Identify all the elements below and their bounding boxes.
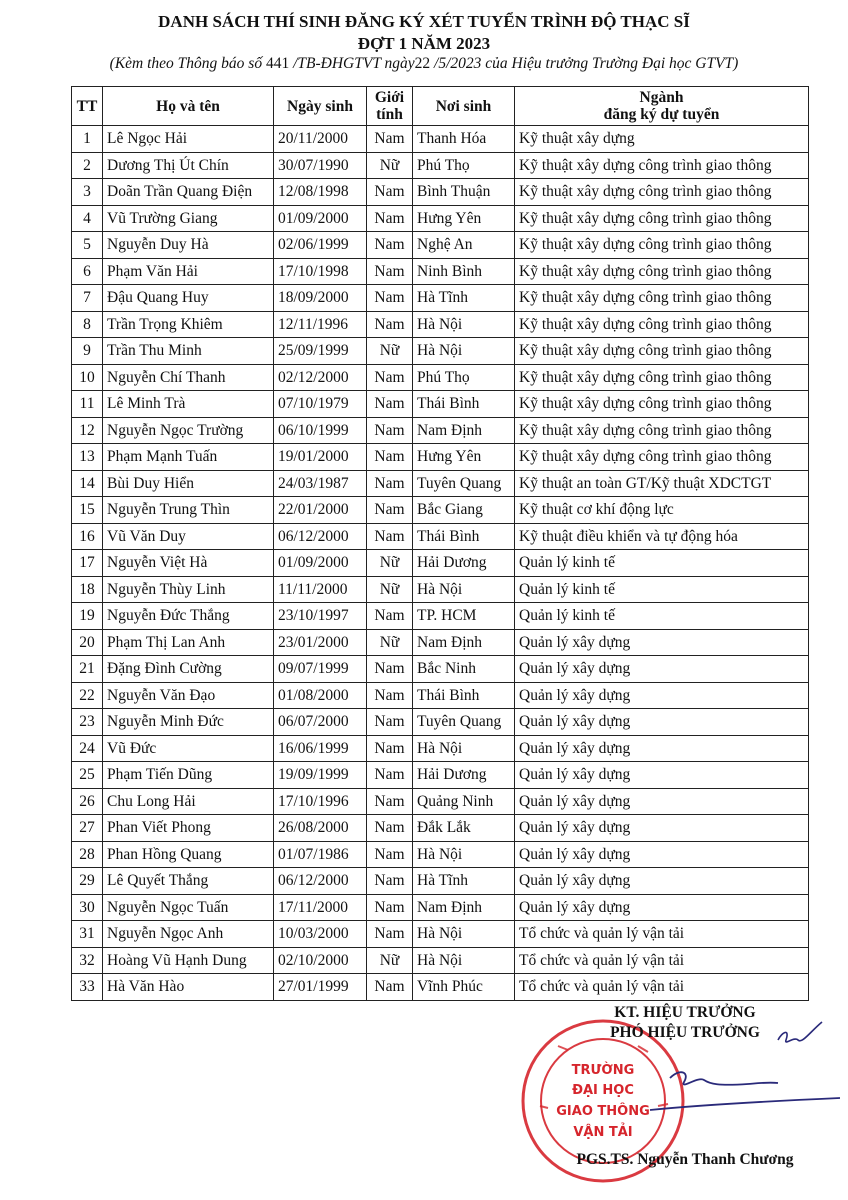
- cell-name: Nguyễn Văn Đạo: [103, 682, 274, 709]
- cell-birthplace: Bình Thuận: [413, 179, 515, 206]
- cell-major: Quản lý kinh tế: [515, 550, 809, 577]
- table-body: [72, 126, 809, 1001]
- table-row: [72, 126, 809, 153]
- cell-major: Quản lý xây dựng: [515, 815, 809, 842]
- table-row: [72, 841, 809, 868]
- col-header-tt: TT: [72, 87, 103, 126]
- seal-line2: ĐẠI HỌC: [572, 1083, 634, 1098]
- signature-title-line1: KT. HIỆU TRƯỞNG: [614, 1004, 756, 1021]
- cell-dob: 25/09/1999: [274, 338, 367, 365]
- cell-dob: 06/10/1999: [274, 417, 367, 444]
- cell-name: Trần Thu Minh: [103, 338, 274, 365]
- cell-name: Vũ Văn Duy: [103, 523, 274, 550]
- cell-dob: 01/09/2000: [274, 205, 367, 232]
- signature-title-line2: PHÓ HIỆU TRƯỞNG: [610, 1024, 760, 1041]
- cell-major: Kỹ thuật xây dựng công trình giao thông: [515, 179, 809, 206]
- cell-tt: 15: [72, 497, 103, 524]
- col-header-gender-line1: Giới: [374, 89, 405, 106]
- cell-birthplace: TP. HCM: [413, 603, 515, 630]
- cell-dob: 09/07/1999: [274, 656, 367, 683]
- cell-gender: Nam: [367, 974, 413, 1001]
- cell-major: Kỹ thuật xây dựng công trình giao thông: [515, 391, 809, 418]
- cell-birthplace: Hà Nội: [413, 841, 515, 868]
- cell-major: Tổ chức và quản lý vận tải: [515, 921, 809, 948]
- cell-birthplace: Hải Dương: [413, 762, 515, 789]
- cell-major: Kỹ thuật xây dựng công trình giao thông: [515, 232, 809, 259]
- table-row: [72, 656, 809, 683]
- cell-name: Phan Viết Phong: [103, 815, 274, 842]
- cell-major: Kỹ thuật an toàn GT/Kỹ thuật XDCTGT: [515, 470, 809, 497]
- cell-name: Nguyễn Chí Thanh: [103, 364, 274, 391]
- cell-major: Quản lý xây dựng: [515, 894, 809, 921]
- cell-name: Lê Minh Trà: [103, 391, 274, 418]
- cell-dob: 16/06/1999: [274, 735, 367, 762]
- cell-birthplace: Hải Dương: [413, 550, 515, 577]
- cell-gender: Nam: [367, 232, 413, 259]
- cell-name: Nguyễn Ngọc Tuấn: [103, 894, 274, 921]
- cell-birthplace: Thái Bình: [413, 523, 515, 550]
- cell-tt: 10: [72, 364, 103, 391]
- cell-birthplace: Hà Nội: [413, 947, 515, 974]
- cell-gender: Nam: [367, 417, 413, 444]
- cell-tt: 4: [72, 205, 103, 232]
- cell-gender: Nữ: [367, 338, 413, 365]
- table-header-row: [72, 87, 809, 126]
- cell-major: Kỹ thuật xây dựng công trình giao thông: [515, 258, 809, 285]
- cell-birthplace: Hà Nội: [413, 338, 515, 365]
- table-row: [72, 497, 809, 524]
- cell-major: Quản lý xây dựng: [515, 682, 809, 709]
- cell-dob: 30/07/1990: [274, 152, 367, 179]
- cell-dob: 02/10/2000: [274, 947, 367, 974]
- cell-gender: Nam: [367, 921, 413, 948]
- cell-tt: 3: [72, 179, 103, 206]
- cell-gender: Nam: [367, 364, 413, 391]
- cell-birthplace: Thanh Hóa: [413, 126, 515, 153]
- cell-tt: 25: [72, 762, 103, 789]
- cell-major: Quản lý xây dựng: [515, 788, 809, 815]
- cell-birthplace: Nam Định: [413, 894, 515, 921]
- cell-major: Kỹ thuật xây dựng công trình giao thông: [515, 152, 809, 179]
- cell-tt: 6: [72, 258, 103, 285]
- cell-tt: 11: [72, 391, 103, 418]
- cell-gender: Nữ: [367, 947, 413, 974]
- cell-gender: Nam: [367, 682, 413, 709]
- cell-birthplace: Hưng Yên: [413, 444, 515, 471]
- cell-birthplace: Tuyên Quang: [413, 709, 515, 736]
- cell-tt: 12: [72, 417, 103, 444]
- cell-dob: 10/03/2000: [274, 921, 367, 948]
- table-row: [72, 735, 809, 762]
- cell-tt: 19: [72, 603, 103, 630]
- table-row: [72, 338, 809, 365]
- table-row: [72, 152, 809, 179]
- cell-dob: 23/10/1997: [274, 603, 367, 630]
- cell-gender: Nam: [367, 894, 413, 921]
- cell-gender: Nữ: [367, 550, 413, 577]
- cell-gender: Nam: [367, 656, 413, 683]
- cell-dob: 07/10/1979: [274, 391, 367, 418]
- cell-dob: 19/09/1999: [274, 762, 367, 789]
- cell-tt: 5: [72, 232, 103, 259]
- cell-tt: 2: [72, 152, 103, 179]
- cell-name: Nguyễn Đức Thắng: [103, 603, 274, 630]
- cell-name: Nguyễn Thùy Linh: [103, 576, 274, 603]
- cell-name: Nguyễn Duy Hà: [103, 232, 274, 259]
- cell-major: Kỹ thuật xây dựng công trình giao thông: [515, 364, 809, 391]
- cell-dob: 01/07/1986: [274, 841, 367, 868]
- cell-dob: 18/09/2000: [274, 285, 367, 312]
- col-header-dob: Ngày sinh: [274, 87, 367, 126]
- cell-dob: 06/12/2000: [274, 868, 367, 895]
- cell-major: Quản lý xây dựng: [515, 709, 809, 736]
- cell-tt: 14: [72, 470, 103, 497]
- cell-major: Quản lý xây dựng: [515, 629, 809, 656]
- reference-prefix: (Kèm theo Thông báo số: [109, 55, 263, 72]
- cell-gender: Nam: [367, 179, 413, 206]
- cell-name: Phạm Tiến Dũng: [103, 762, 274, 789]
- cell-birthplace: Hà Nội: [413, 311, 515, 338]
- cell-name: Trần Trọng Khiêm: [103, 311, 274, 338]
- cell-gender: Nữ: [367, 576, 413, 603]
- document-reference: [0, 55, 848, 73]
- cell-tt: 7: [72, 285, 103, 312]
- cell-major: Kỹ thuật điều khiển và tự động hóa: [515, 523, 809, 550]
- cell-major: Kỹ thuật xây dựng công trình giao thông: [515, 205, 809, 232]
- cell-birthplace: Hà Tĩnh: [413, 285, 515, 312]
- cell-name: Chu Long Hải: [103, 788, 274, 815]
- cell-dob: 20/11/2000: [274, 126, 367, 153]
- cell-birthplace: Thái Bình: [413, 391, 515, 418]
- cell-major: Kỹ thuật xây dựng công trình giao thông: [515, 444, 809, 471]
- cell-major: Quản lý xây dựng: [515, 656, 809, 683]
- cell-birthplace: Quảng Ninh: [413, 788, 515, 815]
- cell-name: Vũ Đức: [103, 735, 274, 762]
- cell-birthplace: Vĩnh Phúc: [413, 974, 515, 1001]
- cell-tt: 32: [72, 947, 103, 974]
- cell-name: Nguyễn Ngọc Anh: [103, 921, 274, 948]
- cell-gender: Nam: [367, 311, 413, 338]
- cell-major: Quản lý kinh tế: [515, 576, 809, 603]
- table-row: [72, 974, 809, 1001]
- cell-tt: 30: [72, 894, 103, 921]
- cell-name: Nguyễn Minh Đức: [103, 709, 274, 736]
- table-row: [72, 364, 809, 391]
- table-row: [72, 894, 809, 921]
- cell-major: Tổ chức và quản lý vận tải: [515, 974, 809, 1001]
- cell-birthplace: Phú Thọ: [413, 364, 515, 391]
- cell-birthplace: Bắc Giang: [413, 497, 515, 524]
- cell-major: Kỹ thuật cơ khí động lực: [515, 497, 809, 524]
- cell-birthplace: Hà Nội: [413, 921, 515, 948]
- table-row: [72, 762, 809, 789]
- cell-tt: 8: [72, 311, 103, 338]
- cell-name: Phạm Thị Lan Anh: [103, 629, 274, 656]
- cell-gender: Nữ: [367, 629, 413, 656]
- cell-tt: 27: [72, 815, 103, 842]
- cell-birthplace: Nghệ An: [413, 232, 515, 259]
- signer-name: PGS.TS. Nguyễn Thanh Chương: [576, 1151, 794, 1168]
- table-row: [72, 682, 809, 709]
- cell-birthplace: Tuyên Quang: [413, 470, 515, 497]
- cell-dob: 17/11/2000: [274, 894, 367, 921]
- table-row: [72, 391, 809, 418]
- cell-dob: 17/10/1998: [274, 258, 367, 285]
- cell-major: Quản lý kinh tế: [515, 603, 809, 630]
- cell-tt: 17: [72, 550, 103, 577]
- cell-name: Nguyễn Ngọc Trường: [103, 417, 274, 444]
- cell-name: Phạm Văn Hải: [103, 258, 274, 285]
- cell-tt: 22: [72, 682, 103, 709]
- cell-dob: 23/01/2000: [274, 629, 367, 656]
- cell-gender: Nam: [367, 841, 413, 868]
- reference-day: 22: [414, 55, 431, 72]
- cell-birthplace: Đắk Lắk: [413, 815, 515, 842]
- cell-dob: 02/06/1999: [274, 232, 367, 259]
- cell-tt: 9: [72, 338, 103, 365]
- cell-name: Đậu Quang Huy: [103, 285, 274, 312]
- cell-gender: Nam: [367, 285, 413, 312]
- table-row: [72, 947, 809, 974]
- cell-gender: Nam: [367, 391, 413, 418]
- cell-gender: Nam: [367, 444, 413, 471]
- cell-tt: 16: [72, 523, 103, 550]
- table-row: [72, 523, 809, 550]
- cell-major: Quản lý xây dựng: [515, 762, 809, 789]
- cell-dob: 17/10/1996: [274, 788, 367, 815]
- table-row: [72, 205, 809, 232]
- cell-tt: 1: [72, 126, 103, 153]
- document-subtitle-round: ĐỢT 1 NĂM 2023: [357, 34, 491, 53]
- cell-tt: 29: [72, 868, 103, 895]
- cell-gender: Nam: [367, 205, 413, 232]
- cell-gender: Nam: [367, 815, 413, 842]
- cell-tt: 33: [72, 974, 103, 1001]
- table-row: [72, 815, 809, 842]
- cell-major: Kỹ thuật xây dựng công trình giao thông: [515, 311, 809, 338]
- cell-dob: 24/03/1987: [274, 470, 367, 497]
- table-row: [72, 444, 809, 471]
- cell-name: Hà Văn Hào: [103, 974, 274, 1001]
- table-row: [72, 470, 809, 497]
- cell-gender: Nam: [367, 258, 413, 285]
- cell-dob: 19/01/2000: [274, 444, 367, 471]
- cell-birthplace: Hà Nội: [413, 576, 515, 603]
- cell-dob: 01/09/2000: [274, 550, 367, 577]
- cell-gender: Nam: [367, 735, 413, 762]
- cell-dob: 02/12/2000: [274, 364, 367, 391]
- cell-major: Kỹ thuật xây dựng công trình giao thông: [515, 285, 809, 312]
- cell-name: Phạm Mạnh Tuấn: [103, 444, 274, 471]
- seal-line1: TRƯỜNG: [571, 1063, 635, 1078]
- col-header-gender: [367, 87, 413, 126]
- cell-major: Kỹ thuật xây dựng công trình giao thông: [515, 338, 809, 365]
- cell-birthplace: Bắc Ninh: [413, 656, 515, 683]
- table-row: [72, 788, 809, 815]
- cell-name: Dương Thị Út Chín: [103, 152, 274, 179]
- col-header-major-line1: Ngành: [639, 89, 684, 106]
- table-row: [72, 285, 809, 312]
- cell-dob: 06/07/2000: [274, 709, 367, 736]
- cell-gender: Nữ: [367, 152, 413, 179]
- cell-dob: 12/08/1998: [274, 179, 367, 206]
- table-row: [72, 868, 809, 895]
- reference-number: 441: [262, 55, 294, 72]
- col-header-name: Họ và tên: [103, 87, 274, 126]
- cell-name: Bùi Duy Hiển: [103, 470, 274, 497]
- cell-tt: 28: [72, 841, 103, 868]
- cell-tt: 20: [72, 629, 103, 656]
- cell-tt: 23: [72, 709, 103, 736]
- cell-birthplace: Phú Thọ: [413, 152, 515, 179]
- table-row: [72, 603, 809, 630]
- cell-major: Quản lý xây dựng: [515, 841, 809, 868]
- cell-dob: 12/11/1996: [274, 311, 367, 338]
- table-row: [72, 311, 809, 338]
- cell-dob: 22/01/2000: [274, 497, 367, 524]
- cell-gender: Nam: [367, 709, 413, 736]
- cell-name: Vũ Trường Giang: [103, 205, 274, 232]
- col-header-major: [515, 87, 809, 126]
- table-row: [72, 179, 809, 206]
- cell-birthplace: Hà Tĩnh: [413, 868, 515, 895]
- table-row: [72, 232, 809, 259]
- cell-name: Lê Quyết Thắng: [103, 868, 274, 895]
- cell-birthplace: Hà Nội: [413, 735, 515, 762]
- cell-name: Phan Hồng Quang: [103, 841, 274, 868]
- candidate-table: [71, 86, 809, 1001]
- cell-gender: Nam: [367, 523, 413, 550]
- table-row: [72, 629, 809, 656]
- cell-birthplace: Nam Định: [413, 417, 515, 444]
- table-row: [72, 417, 809, 444]
- cell-tt: 31: [72, 921, 103, 948]
- cell-name: Hoàng Vũ Hạnh Dung: [103, 947, 274, 974]
- cell-birthplace: Ninh Bình: [413, 258, 515, 285]
- cell-dob: 01/08/2000: [274, 682, 367, 709]
- cell-name: Doãn Trần Quang Điện: [103, 179, 274, 206]
- cell-gender: Nam: [367, 868, 413, 895]
- cell-gender: Nam: [367, 126, 413, 153]
- table-row: [72, 258, 809, 285]
- seal-line3: GIAO THÔNG: [556, 1104, 650, 1119]
- table-row: [72, 550, 809, 577]
- cell-gender: Nam: [367, 762, 413, 789]
- cell-tt: 21: [72, 656, 103, 683]
- cell-name: Đặng Đình Cường: [103, 656, 274, 683]
- cell-dob: 11/11/2000: [274, 576, 367, 603]
- reference-mid: /TB-ĐHGTVT ngày: [293, 55, 415, 72]
- table-row: [72, 709, 809, 736]
- table-row: [72, 576, 809, 603]
- cell-name: Nguyễn Việt Hà: [103, 550, 274, 577]
- col-header-birthplace: Nơi sinh: [413, 87, 515, 126]
- cell-gender: Nam: [367, 788, 413, 815]
- cell-tt: 24: [72, 735, 103, 762]
- cell-dob: 27/01/1999: [274, 974, 367, 1001]
- reference-suffix: /5/2023 của Hiệu trưởng Trường Đại học GTVT): [430, 55, 739, 72]
- cell-name: Lê Ngọc Hải: [103, 126, 274, 153]
- cell-tt: 26: [72, 788, 103, 815]
- cell-birthplace: Hưng Yên: [413, 205, 515, 232]
- cell-major: Kỹ thuật xây dựng: [515, 126, 809, 153]
- cell-dob: 26/08/2000: [274, 815, 367, 842]
- cell-major: Quản lý xây dựng: [515, 735, 809, 762]
- cell-major: Quản lý xây dựng: [515, 868, 809, 895]
- cell-major: Kỹ thuật xây dựng công trình giao thông: [515, 417, 809, 444]
- cell-major: Tổ chức và quản lý vận tải: [515, 947, 809, 974]
- col-header-major-line2: đăng ký dự tuyển: [603, 106, 720, 123]
- cell-birthplace: Thái Bình: [413, 682, 515, 709]
- document-title: DANH SÁCH THÍ SINH ĐĂNG KÝ XÉT TUYỂN TRÌNH ĐỘ THẠC SĨ: [158, 12, 690, 31]
- cell-name: Nguyễn Trung Thìn: [103, 497, 274, 524]
- cell-birthplace: Nam Định: [413, 629, 515, 656]
- cell-tt: 18: [72, 576, 103, 603]
- cell-tt: 13: [72, 444, 103, 471]
- table-row: [72, 921, 809, 948]
- seal-line4: VẬN TẢI: [573, 1125, 633, 1140]
- cell-gender: Nam: [367, 603, 413, 630]
- cell-gender: Nam: [367, 497, 413, 524]
- col-header-gender-line2: tính: [376, 106, 403, 123]
- cell-gender: Nam: [367, 470, 413, 497]
- cell-dob: 06/12/2000: [274, 523, 367, 550]
